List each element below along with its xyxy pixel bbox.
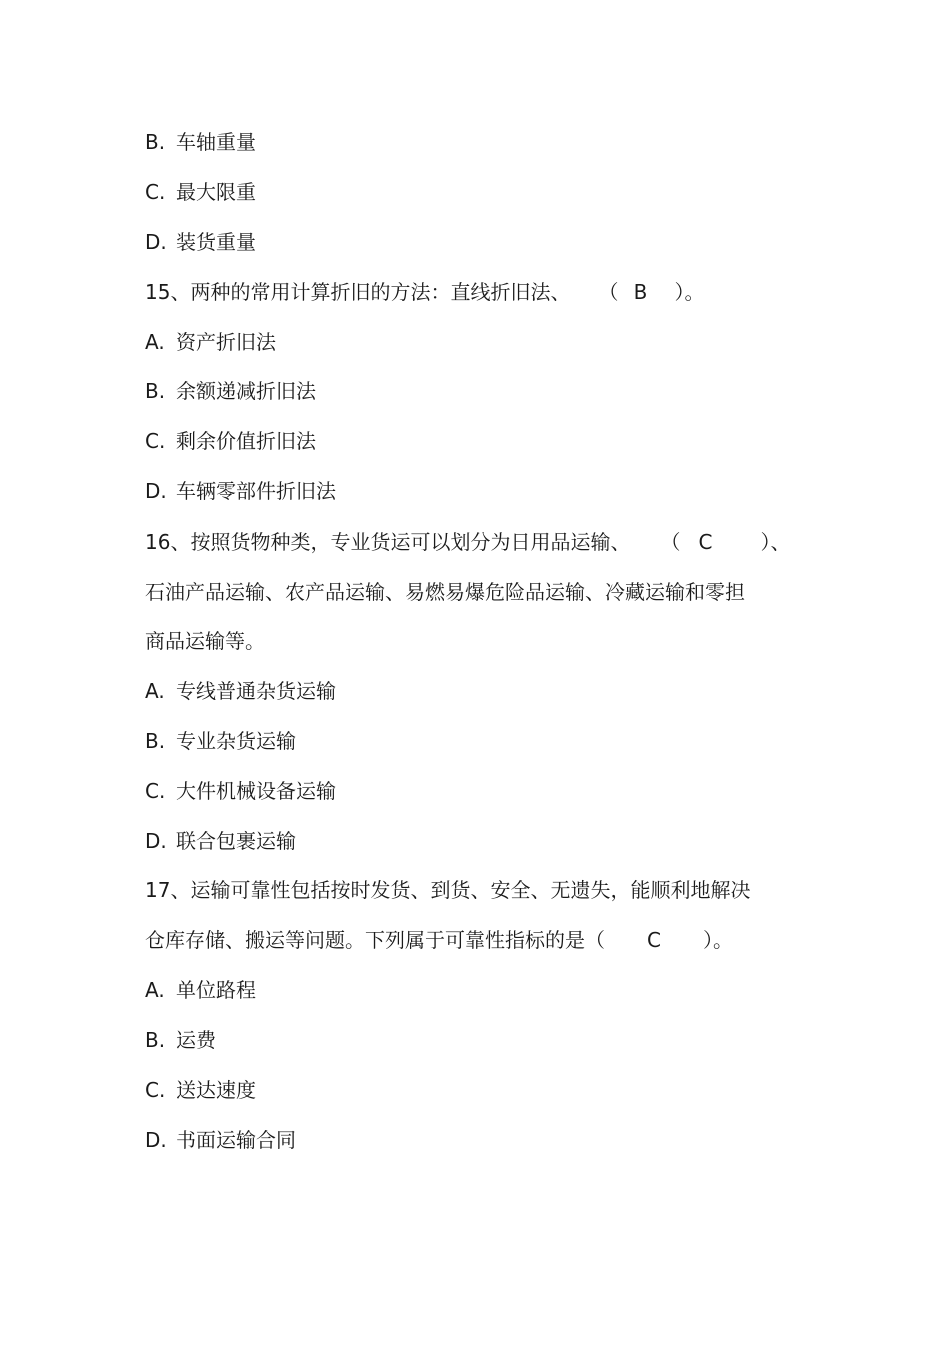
q14-option-c (145, 177, 256, 207)
answer-value: B (633, 280, 648, 304)
q16-stem-line2 (145, 577, 745, 607)
question-text: 17、运输可靠性包括按时发货、到货、安全、无遗失，能顺利地解决 (145, 878, 751, 902)
option-letter: A. (145, 330, 165, 354)
option-text: 书面运输合同 (176, 1128, 296, 1152)
answer-value: C (647, 928, 661, 952)
option-letter: D. (145, 829, 167, 853)
q16-option-c (145, 776, 336, 806)
option-letter: C. (145, 1078, 166, 1102)
option-letter: A. (145, 978, 165, 1002)
option-letter: B. (145, 130, 166, 154)
option-text: 车辆零部件折旧法 (176, 479, 336, 503)
q17-option-a (145, 975, 256, 1005)
option-text: 装货重量 (176, 230, 256, 254)
option-letter: D. (145, 479, 167, 503)
answer-open-paren: （ (598, 280, 619, 304)
q16-stem (145, 527, 790, 557)
question-text: 15、两种的常用计算折旧的方法：直线折旧法、 (145, 280, 571, 304)
option-text: 专线普通杂货运输 (176, 679, 336, 703)
option-text: 车轴重量 (176, 130, 256, 154)
option-text: 剩余价值折旧法 (176, 429, 316, 453)
answer-value: C (698, 530, 713, 554)
q14-option-b (145, 127, 256, 157)
answer-close-paren: ）、 (760, 530, 791, 554)
option-text: 送达速度 (176, 1078, 256, 1102)
q16-stem-line3 (145, 626, 265, 656)
option-letter: B. (145, 379, 166, 403)
option-letter: D. (145, 230, 167, 254)
question-text: 石油产品运输、农产品运输、易燃易爆危险品运输、冷藏运输和零担 (145, 580, 745, 604)
answer-close-paren: ）。 (674, 280, 705, 304)
option-text: 余额递减折旧法 (176, 379, 316, 403)
q17-stem (145, 875, 750, 905)
option-text: 最大限重 (176, 180, 256, 204)
q15-stem (145, 277, 704, 307)
option-letter: A. (145, 679, 165, 703)
q17-option-d (145, 1125, 296, 1155)
question-text: 仓库存储、搬运等问题。下列属于可靠性指标的是（ (145, 928, 605, 952)
q15-option-a (145, 327, 276, 357)
option-letter: B. (145, 729, 166, 753)
option-text: 运费 (176, 1028, 216, 1052)
option-text: 单位路程 (176, 978, 256, 1002)
answer-open-paren: （ (660, 530, 681, 554)
option-letter: C. (145, 779, 166, 803)
option-letter: D. (145, 1128, 167, 1152)
option-text: 资产折旧法 (176, 330, 276, 354)
answer-close-paren: ）。 (703, 928, 733, 952)
q15-option-c (145, 426, 316, 456)
question-text: 16、按照货物种类，专业货运可以划分为日用品运输、 (145, 530, 631, 554)
option-text: 专业杂货运输 (176, 729, 296, 753)
q14-option-d (145, 227, 256, 257)
option-letter: B. (145, 1028, 166, 1052)
option-letter: C. (145, 180, 166, 204)
q16-option-a (145, 676, 336, 706)
q16-option-b (145, 726, 296, 756)
option-letter: C. (145, 429, 166, 453)
q15-option-b (145, 376, 316, 406)
q17-option-b (145, 1025, 216, 1055)
option-text: 大件机械设备运输 (176, 779, 336, 803)
question-text: 商品运输等。 (145, 629, 265, 653)
option-text: 联合包裹运输 (176, 829, 296, 853)
q16-option-d (145, 826, 296, 856)
q15-option-d (145, 476, 336, 506)
q17-option-c (145, 1075, 256, 1105)
q17-stem-line2 (145, 925, 733, 955)
